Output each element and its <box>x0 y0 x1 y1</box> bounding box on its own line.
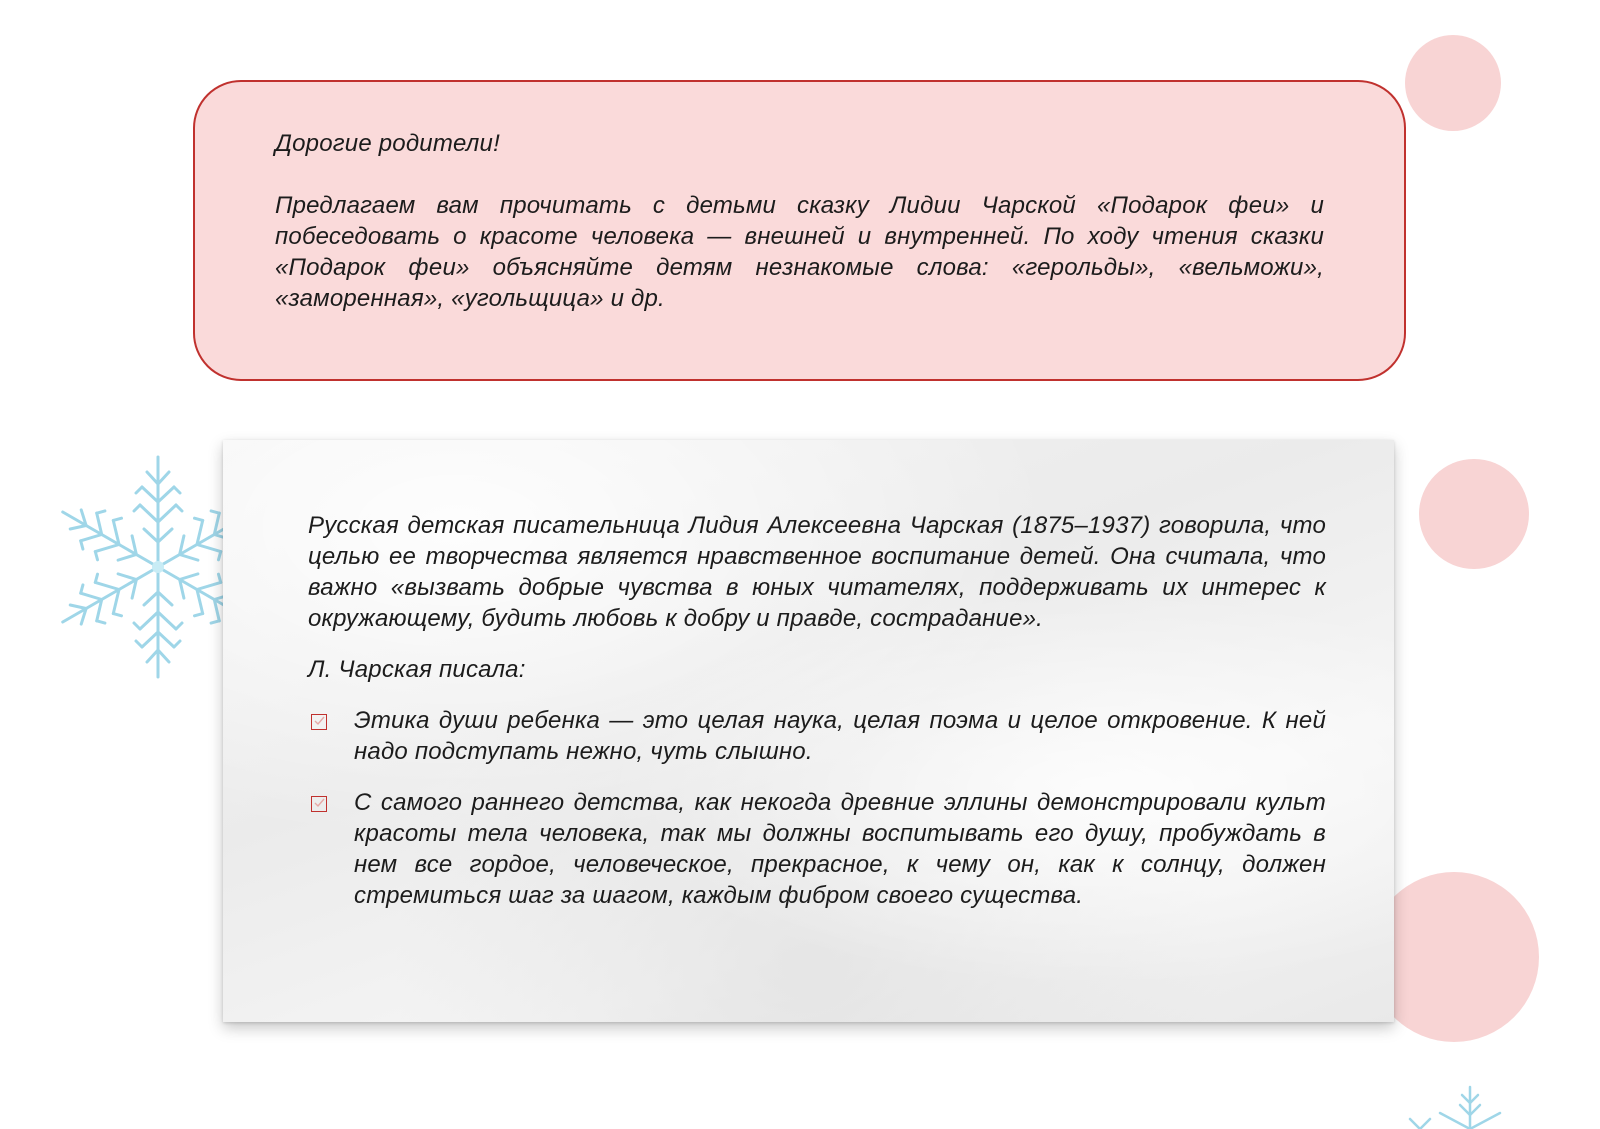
list-item <box>308 705 1326 767</box>
quotes-label: Л. Чарская писала: <box>308 656 526 683</box>
parents-note-text: Предлагаем вам прочитать с детьми сказку Лидии Чарской «Подарок феи» и побеседовать о красоте человека — внешней и внутренней. По ходу чтения сказки «Подарок феи» объясняйте детям незнакомые слова: «герольды», «вельможи», «заморенная», «угольщица» и др. <box>275 192 1324 312</box>
checkbox-icon <box>311 714 327 730</box>
decorative-circle <box>1419 459 1529 569</box>
author-intro-text: Русская детская писательница Лидия Алексеевна Чарская (1875–1937) говорила, что целью ее творчества является нравственное воспитание детей. Она считала, что важно «вызвать добрые чувства в юных читателях, поддерживать их интерес к окружающему, будить любовь к добру и правде, сострадание». <box>308 512 1326 632</box>
quote-text: Этика души ребенка — это целая наука, целая поэма и целое откровение. К ней надо подступать нежно, чуть слышно. <box>354 707 1326 765</box>
snowflake-icon <box>1380 1083 1520 1129</box>
decorative-circle <box>1405 35 1501 131</box>
quote-text: С самого раннего детства, как некогда древние эллины демонстрировали культ красоты тела человека, так мы должны воспитывать его душу, пробуждать в нем все гордое, человеческое, прекрасное, к чему он, как к солнцу, должен стремиться шаг за шагом, каждым фибром своего существа. <box>354 789 1326 909</box>
list-item <box>308 787 1326 911</box>
parents-greeting: Дорогие родители! <box>275 130 500 157</box>
decorative-circle <box>1369 872 1539 1042</box>
parents-note-card <box>193 80 1406 381</box>
author-info-card <box>223 440 1394 1022</box>
checkbox-icon <box>311 796 327 812</box>
